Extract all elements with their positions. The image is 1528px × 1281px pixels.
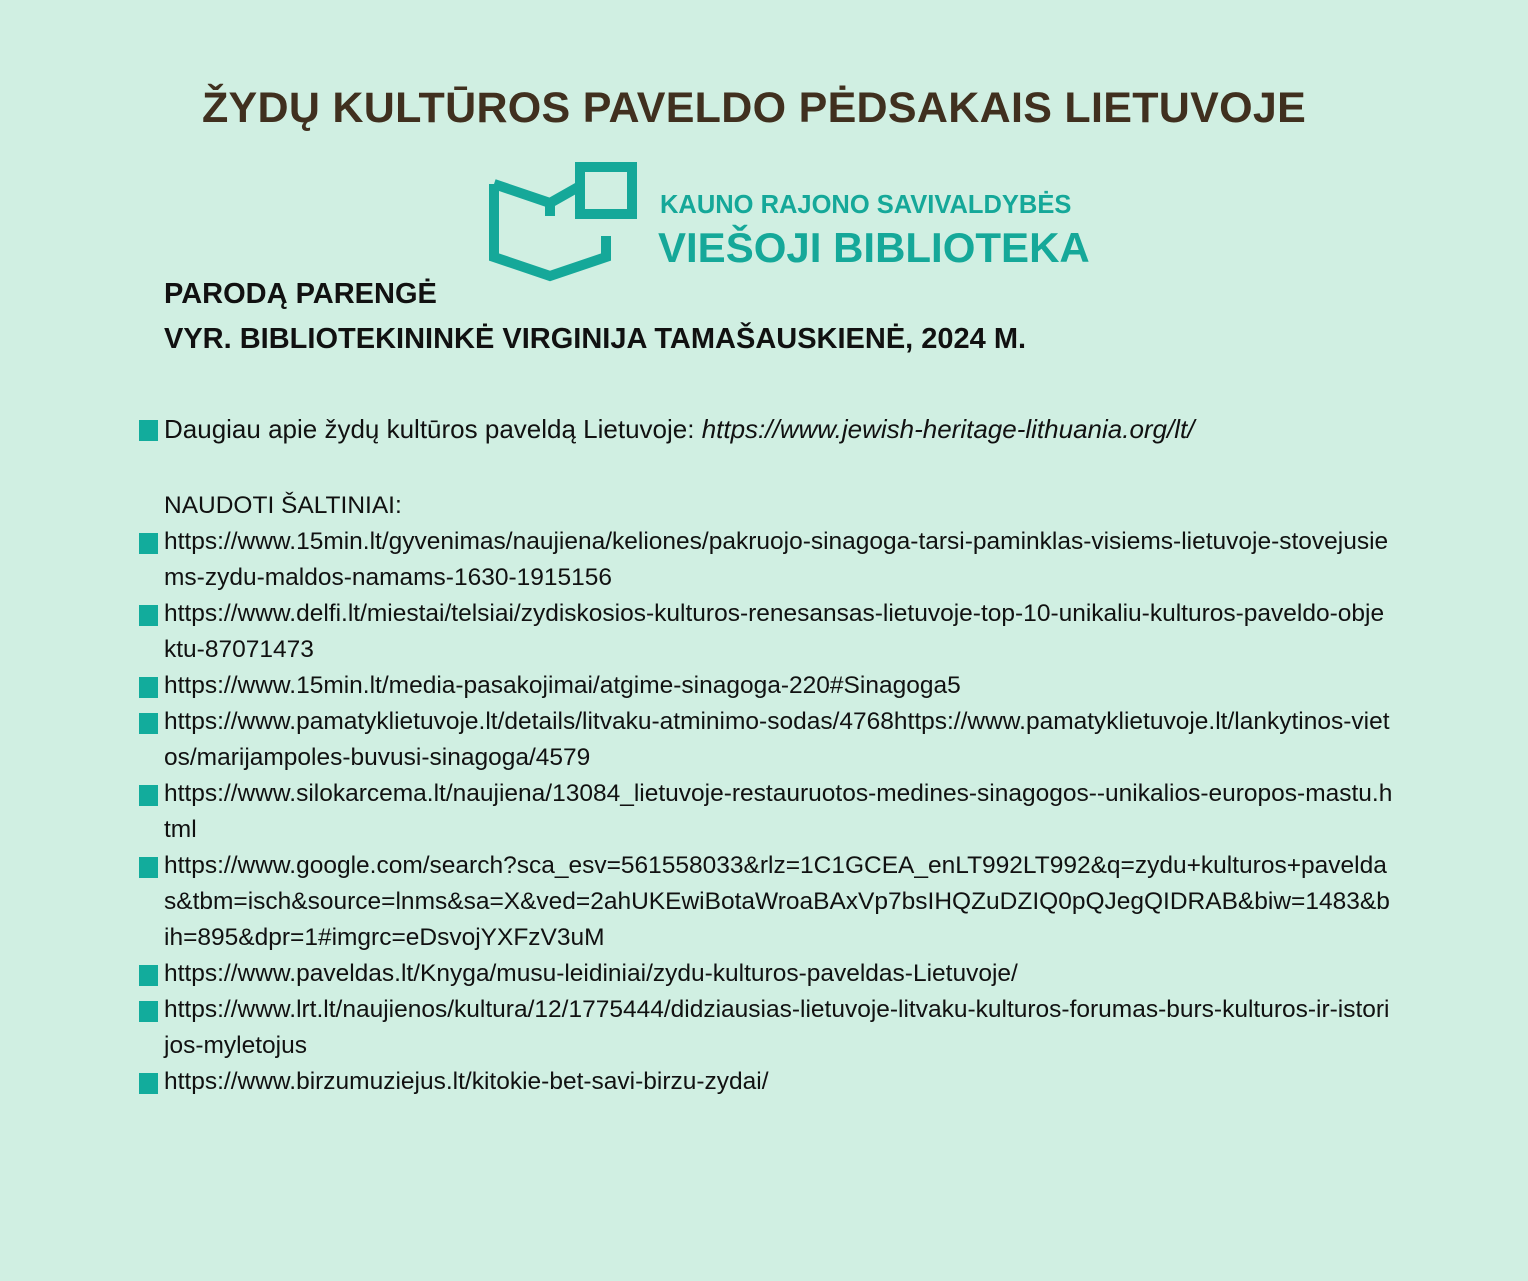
bullet-square-icon <box>139 605 158 626</box>
content-body <box>164 410 1394 1100</box>
credit-line-2: VYR. BIBLIOTEKININKĖ VIRGINIJA TAMAŠAUSKIENĖ, 2024 M. <box>164 323 1027 355</box>
logo-line-2: VIEŠOJI BIBLIOTEKA <box>658 224 1090 271</box>
bullet-square-icon <box>139 1001 158 1022</box>
bullet-square-icon <box>139 857 158 878</box>
bullet-square-icon <box>139 1073 158 1094</box>
list-item <box>164 596 1394 668</box>
list-item <box>164 956 1394 992</box>
more-info-link[interactable]: https://www.jewish-heritage-lithuania.org/lt/ <box>701 414 1195 444</box>
bullet-square-icon <box>139 677 158 698</box>
source-link[interactable]: https://www.15min.lt/gyvenimas/naujiena/keliones/pakruojo-sinagoga-tarsi-paminklas-visiems-lietuvoje-stovejusiems-zydu-maldos-namams-1630-1915156 <box>164 528 1389 591</box>
sources-heading: NAUDOTI ŠALTINIAI: <box>164 492 402 519</box>
logo-line-1: KAUNO RAJONO SAVIVALDYBĖS <box>660 191 1072 219</box>
list-item <box>164 704 1394 776</box>
source-link[interactable]: https://www.google.com/search?sca_esv=561558033&rlz=1C1GCEA_enLT992LT992&q=zydu+kulturos+paveldas&tbm=isch&source=lnms&sa=X&ved=2ahUKEwiBotaWroaBAxVp7bsIHQZuDZIQ0pQJegQIDRAB&biw=1483&bih=895&dpr=1#imgrc=eDsvojYXFzV3uM <box>164 852 1390 951</box>
list-item <box>164 524 1394 596</box>
source-link[interactable]: https://www.lrt.lt/naujienos/kultura/12/1775444/didziausias-lietuvoje-litvaku-kulturos-forumas-burs-kulturos-ir-istorijos-myletojus <box>164 996 1390 1059</box>
list-item <box>164 776 1394 848</box>
source-link[interactable]: https://www.paveldas.lt/Knyga/musu-leidiniai/zydu-kulturos-paveldas-Lietuvoje/ <box>164 960 1018 987</box>
page-title: ŽYDŲ KULTŪROS PAVELDO PĖDSAKAIS LIETUVOJE <box>201 84 1307 132</box>
list-item <box>164 1064 1394 1100</box>
list-item <box>164 992 1394 1064</box>
more-info-label: Daugiau apie žydų kultūros paveldą Lietuvoje: <box>164 414 702 444</box>
source-link[interactable]: https://www.pamatyklietuvoje.lt/details/litvaku-atminimo-sodas/4768https://www.pamatyklietuvoje.lt/lankytinos-vietos/marijampoles-buvusi-sinagoga/4579 <box>164 708 1390 771</box>
source-link[interactable]: https://www.delfi.lt/miestai/telsiai/zydiskosios-kulturos-renesansas-lietuvoje-top-10-unikaliu-kulturos-paveldo-objektu-87071473 <box>164 600 1385 663</box>
credit-line-1: PARODĄ PARENGĖ <box>164 278 437 310</box>
bullet-square-icon <box>139 785 158 806</box>
more-info-item <box>164 410 1394 448</box>
open-book-icon <box>488 160 640 290</box>
bullet-square-icon <box>139 420 158 441</box>
bullet-square-icon <box>139 533 158 554</box>
list-item <box>164 668 1394 704</box>
bullet-square-icon <box>139 965 158 986</box>
sources-list <box>164 524 1394 1100</box>
source-link[interactable]: https://www.silokarcema.lt/naujiena/13084_lietuvoje-restauruotos-medines-sinagogos--unikalios-europos-mastu.html <box>164 780 1393 843</box>
source-link[interactable]: https://www.birzumuziejus.lt/kitokie-bet-savi-birzu-zydai/ <box>164 1068 769 1095</box>
list-item <box>164 848 1394 956</box>
bullet-square-icon <box>139 713 158 734</box>
source-link[interactable]: https://www.15min.lt/media-pasakojimai/atgime-sinagoga-220#Sinagoga5 <box>164 672 961 699</box>
library-logo <box>488 160 1108 290</box>
